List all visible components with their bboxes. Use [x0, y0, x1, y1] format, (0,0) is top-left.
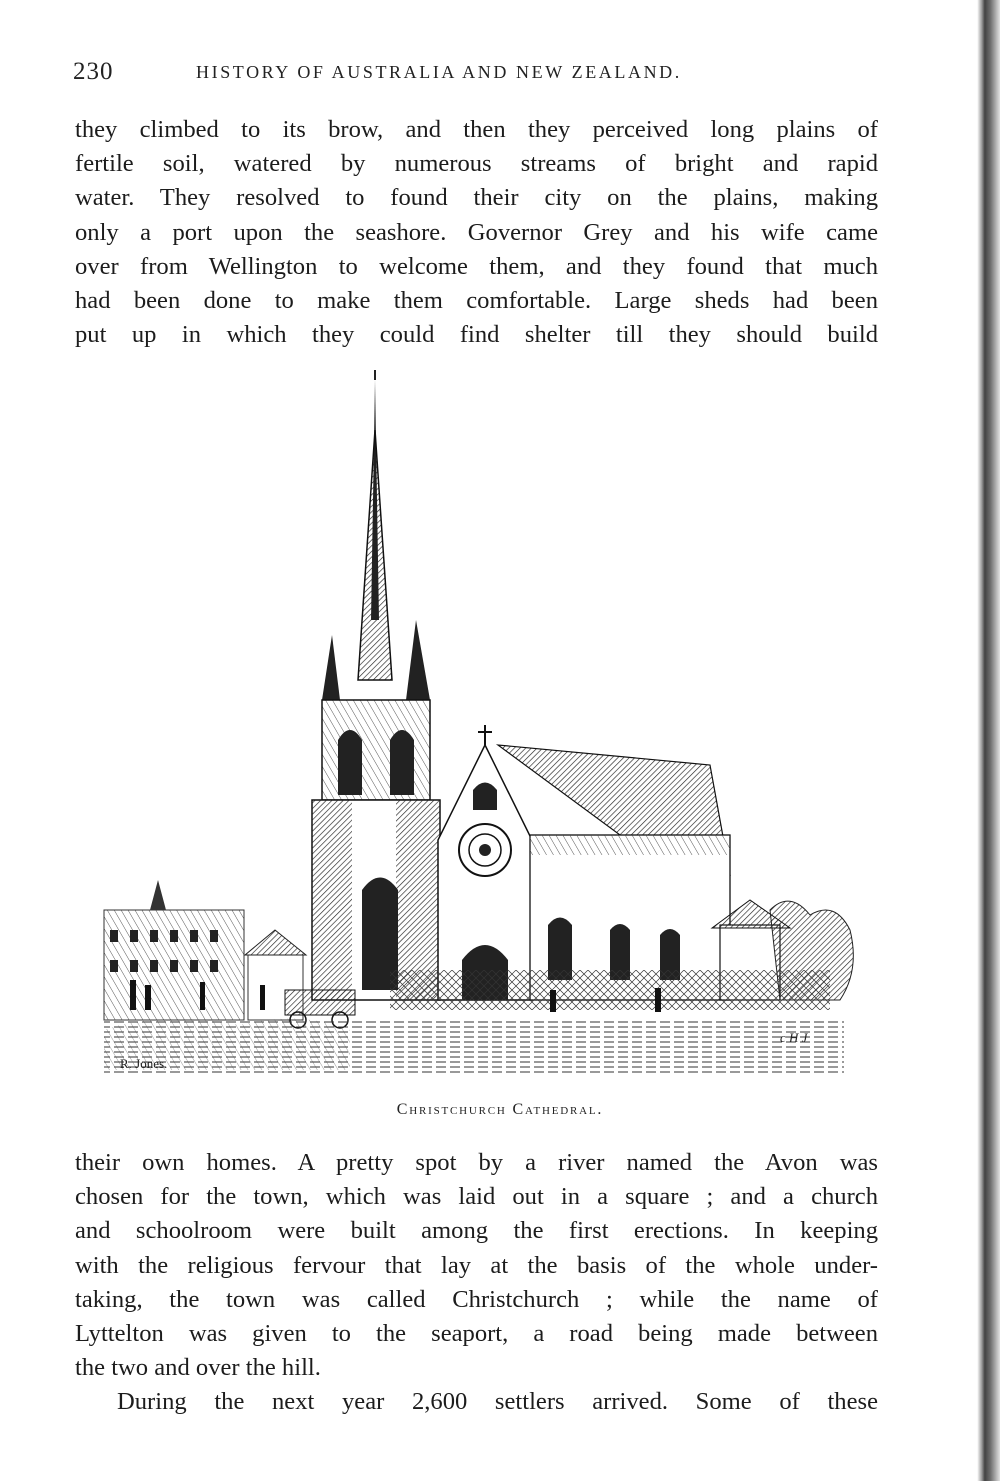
- paragraph-bottom: [75, 1385, 878, 1419]
- paragraph-middle: [75, 1146, 878, 1385]
- figure-caption: Christchurch Cathedral.: [396, 1101, 604, 1118]
- text-line: fertile soil, watered by numerous streams of bright and rapid: [75, 150, 878, 178]
- text-line: over from Wellington to welcome them, and they found that much: [75, 252, 878, 280]
- text-line: the two and over the hill.: [75, 1354, 321, 1382]
- text-line: water. They resolved to found their city on the plains, making: [75, 184, 878, 212]
- text-line: put up in which they could find shelter till they should build: [75, 321, 878, 349]
- page-number: 230: [73, 58, 114, 85]
- text-line: chosen for the town, which was laid out in a square ; and a church: [75, 1183, 878, 1211]
- page-edge-shadow: [962, 0, 1000, 1481]
- page-header: [73, 58, 773, 88]
- running-head: HISTORY OF AUSTRALIA AND NEW ZEALAND.: [196, 62, 682, 82]
- text-line: had been done to make them comfortable. Large sheds had been: [75, 286, 878, 314]
- artist-signature-left: R. Jones.: [120, 1056, 168, 1071]
- text-line: taking, the town was called Christchurch ; while the name of: [75, 1285, 878, 1313]
- cathedral-illustration: [100, 370, 860, 1090]
- text-line: and schoolroom were built among the first erections. In keeping: [75, 1217, 878, 1245]
- text-line: During the next year 2,600 settlers arrived. Some of these: [117, 1388, 878, 1415]
- artist-signature-right: c H J: [780, 1030, 808, 1045]
- paragraph-top: [75, 113, 878, 352]
- text-line: their own homes. A pretty spot by a river named the Avon was: [75, 1149, 878, 1176]
- cathedral: [312, 370, 790, 1000]
- text-line: with the religious fervour that lay at the basis of the whole under-: [75, 1251, 878, 1279]
- fence: [390, 970, 830, 1010]
- text-line: they climbed to its brow, and then they perceived long plains of: [75, 116, 878, 143]
- text-line: Lyttelton was given to the seaport, a road being made between: [75, 1319, 878, 1347]
- text-line: only a port upon the seashore. Governor Grey and his wife came: [75, 218, 878, 246]
